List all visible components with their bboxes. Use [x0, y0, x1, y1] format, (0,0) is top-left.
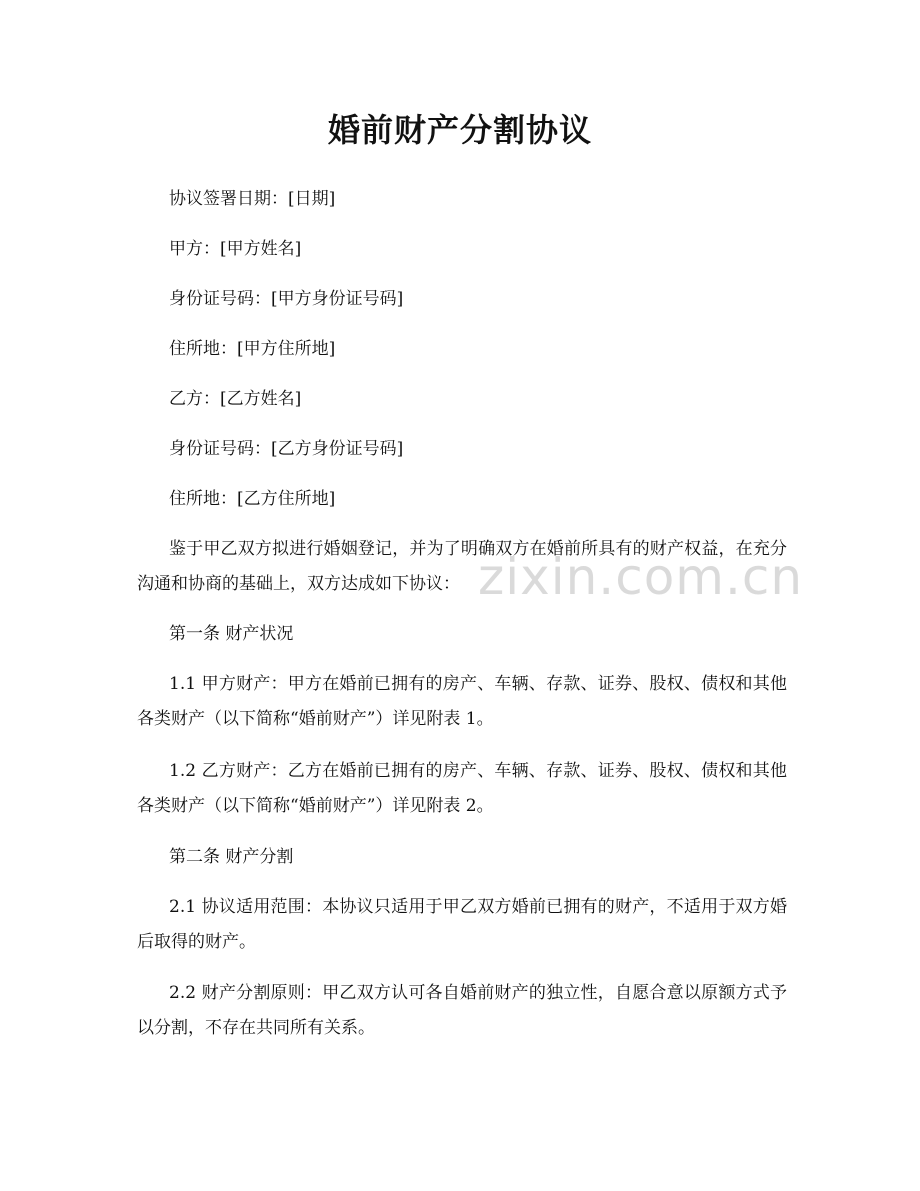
clause-2-1: 2.1 协议适用范围：本协议只适用于甲乙双方婚前已拥有的财产，不适用于双方婚后取得的财产。: [137, 897, 787, 952]
signing-date-line: 协议签署日期：[日期]: [169, 189, 336, 209]
watermark-text: zixin.com.cn: [478, 548, 804, 606]
party-b-address-line: 住所地：[乙方住所地]: [169, 489, 336, 509]
clause-1-2: 1.2 乙方财产：乙方在婚前已拥有的房产、车辆、存款、证券、股权、债权和其他各类财产（以下简称“婚前财产”）详见附表 2。: [137, 761, 787, 816]
party-a-id-line: 身份证号码：[甲方身份证号码]: [169, 289, 404, 309]
clause-2-2: 2.2 财产分割原则：甲乙双方认可各自婚前财产的独立性，自愿合意以原额方式予以分割，不存在共同所有关系。: [137, 983, 787, 1038]
party-b-id-line: 身份证号码：[乙方身份证号码]: [169, 439, 404, 459]
document-body: [137, 0, 787, 1191]
party-a-name-line: 甲方：[甲方姓名]: [169, 239, 302, 259]
party-b-name-line: 乙方：[乙方姓名]: [169, 389, 302, 409]
party-a-address-line: 住所地：[甲方住所地]: [169, 339, 336, 359]
clause-1-1: 1.1 甲方财产：甲方在婚前已拥有的房产、车辆、存款、证券、股权、债权和其他各类财产（以下简称“婚前财产”）详见附表 1。: [137, 674, 787, 729]
preamble-paragraph: 鉴于甲乙双方拟进行婚姻登记，并为了明确双方在婚前所具有的财产权益，在充分沟通和协商的基础上，双方达成如下协议：: [137, 539, 787, 594]
document-title: 婚前财产分割协议: [327, 111, 592, 149]
article-one-heading: 第一条 财产状况: [169, 624, 294, 644]
article-two-heading: 第二条 财产分割: [169, 847, 294, 867]
